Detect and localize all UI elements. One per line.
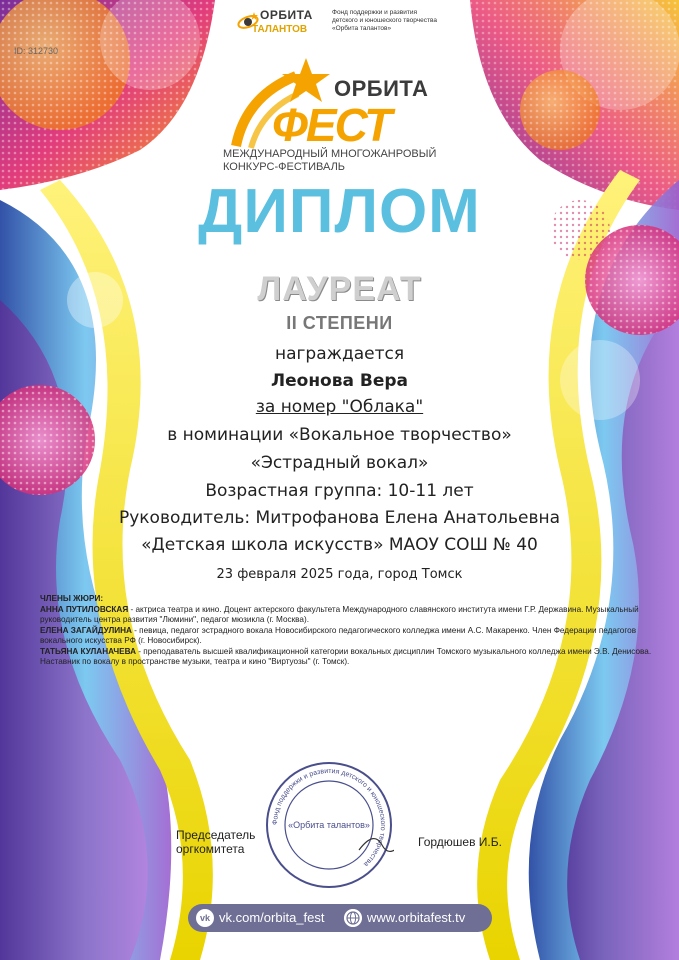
org-title: ОРБИТА [260,8,313,22]
seal-center-text: «Орбита талантов» [288,820,370,830]
website-link[interactable]: www.orbitafest.tv [367,910,466,925]
date-place-line: 23 февраля 2025 года, город Томск [216,567,463,582]
laureate-title: ЛАУРЕАТ [257,270,422,308]
organization-seal [264,760,394,890]
piece-line [0,397,679,417]
fest-subtitle: МЕЖДУНАРОДНЫЙ МНОГОЖАНРОВЫЙ КОНКУРС-ФЕСТИВАЛЬ [223,148,437,173]
chairman-line-2: оргкомитета [176,842,245,856]
jury-member-description: - актриса театра и кино. Доцент актерского факультета Международного славянского института имени Г.Р. Державина. Музыкальный руководитель центра развития "Люмини", педагог мюзикла (г. Москва). [40,604,639,624]
globe-icon [344,909,362,927]
recipient-name: Леонова Вера [270,371,409,391]
svg-text:Фонд поддержки и развития детс [272,768,386,868]
jury-member-name: ТАТЬЯНА КУЛАНАЧЕВА [40,646,137,656]
org-subtitle: ТАЛАНТОВ [252,24,308,35]
vk-link[interactable]: vk.com/orbita_fest [219,910,325,925]
jury-member [40,605,652,626]
jury-member-description: - певица, педагог эстрадного вокала Новосибирского педагогического колледжа имени А.С. Макаренко. Член Федерации педагогов вокального искусства РФ (г. Новосибирск). [40,625,637,645]
jury-member [40,647,652,668]
jury-member [40,626,652,647]
chairman-line-1: Председатель [176,828,256,842]
jury-member-description: - преподаватель высшей квалификационной категории вокальных дисциплин Томского музыкального колледжа имени Э.В. Денисова. Наставник по вокалу в пространстве музыки, театра и кино "Виртуозы" (г. Томск). [40,646,652,666]
piece-title: за номер "Облака" [255,397,424,417]
fest-logo-text: ФЕСТ [272,99,391,151]
awarded-text: награждается [274,344,405,364]
diploma-title: ДИПЛОМ [198,177,481,246]
degree-title: II СТЕПЕНИ [286,313,393,333]
orbita-talantov-logo [236,6,326,40]
age-group-line: Возрастная группа: 10-11 лет [205,481,474,501]
fund-description: Фонд поддержки и развития детского и юношеского творчества «Орбита талантов» [332,9,437,32]
chairman-name: Гордюшев И.Б. [418,835,502,849]
jury-member-name: ЕЛЕНА ЗАГАЙДУЛИНА [40,625,132,635]
id-label: ID: 312730 [14,46,59,56]
vk-icon: vk [196,909,214,927]
jury-title: ЧЛЕНЫ ЖЮРИ: [40,594,104,603]
nomination-line: в номинации «Вокальное творчество» [167,425,512,445]
chairman-title [176,828,255,856]
fest-orbita-text: ОРБИТА [334,76,429,101]
jury-member-name: АННА ПУТИЛОВСКАЯ [40,604,129,614]
jury-block [40,594,652,668]
seal-ring-text: Фонд поддержки и развития детского и юношеского творчества [271,767,387,868]
sub-nomination-line: «Эстрадный вокал» [250,453,429,473]
leader-line: Руководитель: Митрофанова Елена Анатольевна [118,508,561,528]
school-line: «Детская школа искусств» МАОУ СОШ № 40 [141,535,538,555]
